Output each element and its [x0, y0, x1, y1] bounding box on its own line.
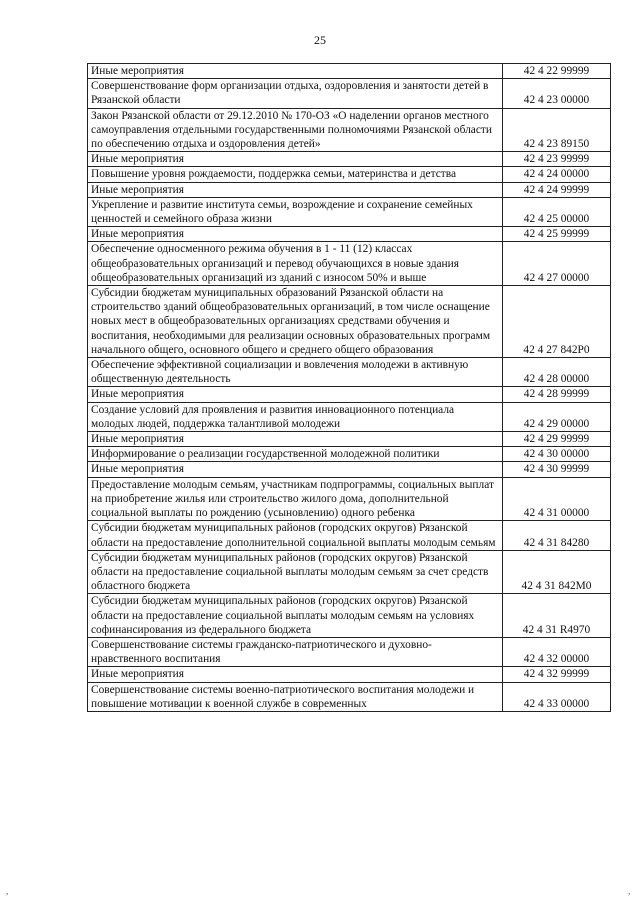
row-code-cell: 42 4 28 00000	[503, 358, 611, 387]
table-row	[88, 477, 611, 521]
row-name-cell: Повышение уровня рождаемости, поддержка семьи, материнства и детства	[88, 167, 503, 182]
row-name-cell: Совершенствование форм организации отдыха, оздоровления и занятости детей в Рязанской области	[88, 79, 503, 108]
row-code-cell: 42 4 23 89150	[503, 108, 611, 152]
table-body	[88, 64, 611, 712]
row-code-cell: 42 4 33 00000	[503, 682, 611, 711]
table-row	[88, 637, 611, 666]
page-number: 25	[314, 33, 326, 47]
row-code-cell: 42 4 25 00000	[503, 197, 611, 226]
row-code-cell: 42 4 31 00000	[503, 477, 611, 521]
table-row	[88, 594, 611, 638]
row-name-cell: Закон Рязанской области от 29.12.2010 № 170-ОЗ «О наделении органов местного самоуправления отдельными государственными полномочиями Рязанской области по обеспечению отдыха и оздоровления детей»	[88, 108, 503, 152]
row-code-cell: 42 4 31 842М0	[503, 550, 611, 594]
table-row	[88, 521, 611, 550]
table-row	[88, 447, 611, 462]
table-row	[88, 64, 611, 79]
table-row	[88, 197, 611, 226]
row-name-cell: Обеспечение эффективной социализации и вовлечения молодежи в активную общественную деятельность	[88, 358, 503, 387]
row-name-cell: Совершенствование системы гражданско-патриотического и духовно-нравственного воспитания	[88, 637, 503, 666]
row-code-cell: 42 4 30 00000	[503, 447, 611, 462]
table-row	[88, 108, 611, 152]
row-name-cell: Иные мероприятия	[88, 387, 503, 402]
table-row	[88, 667, 611, 682]
row-name-cell: Иные мероприятия	[88, 462, 503, 477]
table-row	[88, 387, 611, 402]
row-name-cell: Совершенствование системы военно-патриотического воспитания молодежи и повышение мотивации к военной службе в современных	[88, 682, 503, 711]
row-code-cell: 42 4 23 99999	[503, 152, 611, 167]
row-code-cell: 42 4 23 00000	[503, 79, 611, 108]
row-code-cell: 42 4 27 842Р0	[503, 286, 611, 358]
table-row	[88, 286, 611, 358]
row-name-cell: Иные мероприятия	[88, 667, 503, 682]
row-code-cell: 42 4 30 99999	[503, 462, 611, 477]
table-row	[88, 550, 611, 594]
table-row	[88, 462, 611, 477]
table-row	[88, 432, 611, 447]
budget-classification-table	[87, 63, 611, 712]
row-code-cell: 42 4 25 99999	[503, 227, 611, 242]
table-row	[88, 682, 611, 711]
row-name-cell: Субсидии бюджетам муниципальных районов (городских округов) Рязанской области на предоставление социальной выплаты молодым семьям за счет средств областного бюджета	[88, 550, 503, 594]
table-row	[88, 402, 611, 431]
table-row	[88, 167, 611, 182]
row-code-cell: 42 4 28 99999	[503, 387, 611, 402]
row-name-cell: Иные мероприятия	[88, 64, 503, 79]
row-code-cell: 42 4 31 84280	[503, 521, 611, 550]
row-name-cell: Субсидии бюджетам муниципальных районов (городских округов) Рязанской области на предоставление социальной выплаты молодым семьям на условиях софинансирования из федерального бюджета	[88, 594, 503, 638]
row-code-cell: 42 4 31 R4970	[503, 594, 611, 638]
row-code-cell: 42 4 29 99999	[503, 432, 611, 447]
row-code-cell: 42 4 27 00000	[503, 242, 611, 286]
row-name-cell: Субсидии бюджетам муниципальных районов (городских округов) Рязанской области на предоставление дополнительной социальной выплаты молодым семьям	[88, 521, 503, 550]
row-name-cell: Иные мероприятия	[88, 227, 503, 242]
row-name-cell: Субсидии бюджетам муниципальных образований Рязанской области на строительство зданий общеобразовательных организаций, в том числе оснащение новых мест в общеобразовательных организациях средствами обучения и воспитания, необходимыми для реализации основных образовательных программ начального общего, основного общего и среднего общего образования	[88, 286, 503, 358]
scan-mark-right: ,	[628, 886, 631, 896]
table-row	[88, 152, 611, 167]
scan-mark-left: ,	[6, 886, 9, 896]
row-name-cell: Информирование о реализации государственной молодежной политики	[88, 447, 503, 462]
row-code-cell: 42 4 24 99999	[503, 182, 611, 197]
table-row	[88, 182, 611, 197]
table-row	[88, 227, 611, 242]
row-code-cell: 42 4 22 99999	[503, 64, 611, 79]
row-code-cell: 42 4 32 99999	[503, 667, 611, 682]
row-name-cell: Иные мероприятия	[88, 152, 503, 167]
row-code-cell: 42 4 32 00000	[503, 637, 611, 666]
table-row	[88, 358, 611, 387]
row-name-cell: Создание условий для проявления и развития инновационного потенциала молодых людей, поддержка талантливой молодежи	[88, 402, 503, 431]
row-name-cell: Предоставление молодым семьям, участникам подпрограммы, социальных выплат на приобретение жилья или строительство жилого дома, дополнительной социальной выплаты по рождению (усыновлению) одного ребенка	[88, 477, 503, 521]
row-code-cell: 42 4 29 00000	[503, 402, 611, 431]
table-row	[88, 79, 611, 108]
table-row	[88, 242, 611, 286]
row-name-cell: Иные мероприятия	[88, 432, 503, 447]
row-name-cell: Укрепление и развитие института семьи, возрождение и сохранение семейных ценностей и семейного образа жизни	[88, 197, 503, 226]
row-code-cell: 42 4 24 00000	[503, 167, 611, 182]
row-name-cell: Обеспечение односменного режима обучения в 1 - 11 (12) классах общеобразовательных организаций и перевод обучающихся в новые здания общеобразовательных организаций из зданий с износом 50% и выше	[88, 242, 503, 286]
row-name-cell: Иные мероприятия	[88, 182, 503, 197]
